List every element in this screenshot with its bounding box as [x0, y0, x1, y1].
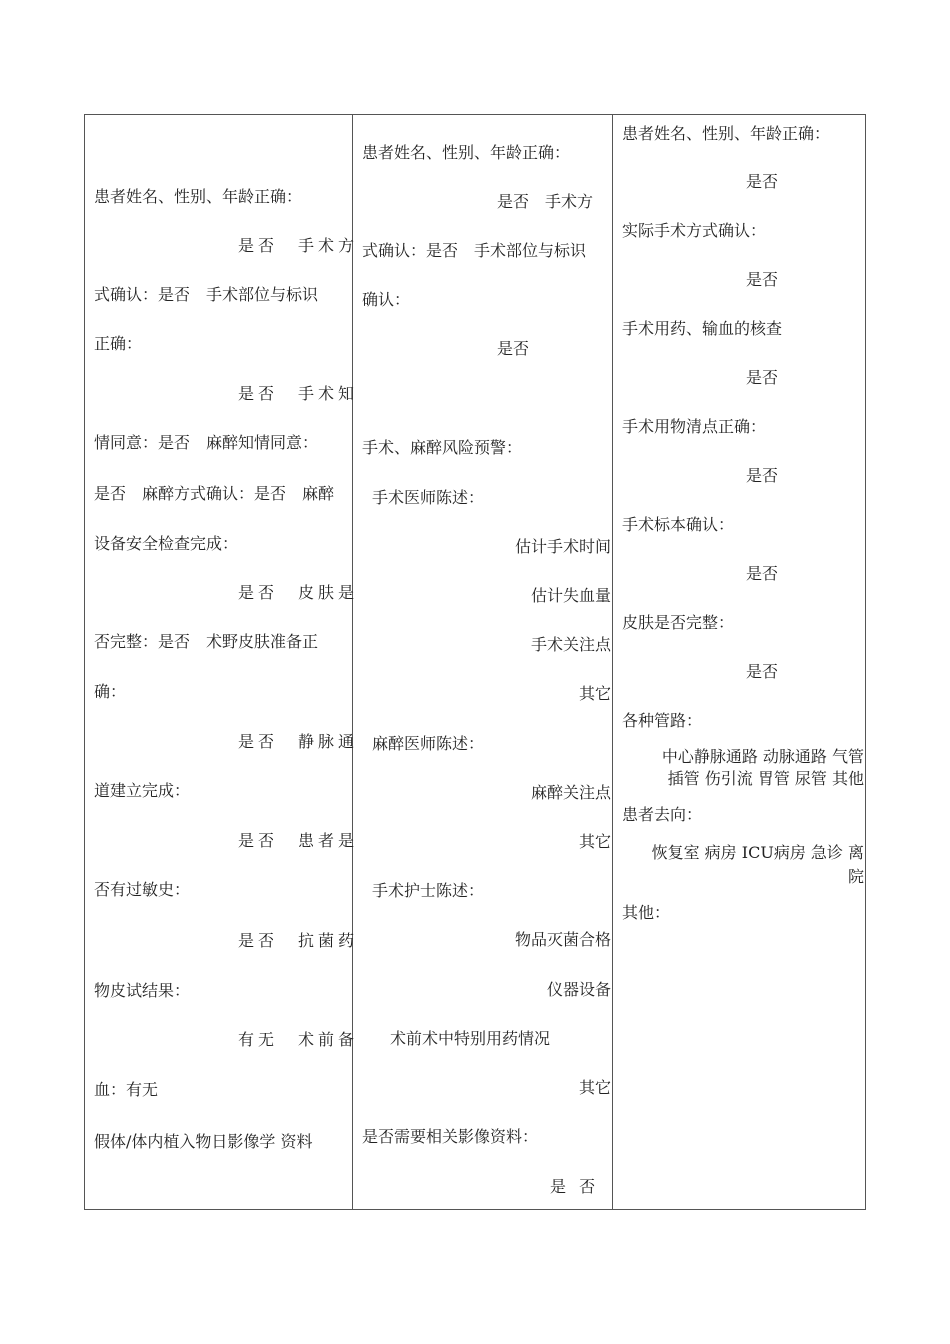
column-divider	[612, 114, 613, 1210]
col2-line: 手术关注点	[530, 635, 611, 654]
col1-line: 物皮试结果：	[94, 981, 191, 1000]
col1-line: 是否 麻醉方式确认：是否 麻醉	[94, 484, 335, 503]
col2-line: 物品灭菌合格	[514, 930, 611, 949]
col1-line: 是否 手术方	[238, 236, 359, 255]
col2-line: 是否需要相关影像资料：	[362, 1127, 539, 1146]
col3-line: 恢复室 病房 ICU病房 急诊 离	[651, 843, 864, 862]
col2-line: 是 否	[550, 1177, 600, 1196]
col2-line: 手术护士陈述：	[372, 881, 485, 900]
col2-line: 手术、麻醉风险预警：	[362, 438, 523, 457]
col3-line: 手术用药、输血的核查	[622, 319, 783, 338]
col2-line: 其它	[578, 832, 611, 851]
col3-line: 是否	[746, 172, 779, 191]
col2-line: 估计失血量	[530, 586, 611, 605]
col2-line: 仪器设备	[546, 980, 611, 999]
col3-line: 是否	[746, 368, 779, 387]
col1-line: 情同意：是否 麻醉知情同意：	[94, 433, 319, 452]
col1-line: 道建立完成：	[94, 781, 191, 800]
col3-line: 手术标本确认：	[622, 515, 735, 534]
col2-line: 患者姓名、性别、年龄正确：	[362, 143, 571, 162]
col3-line: 患者姓名、性别、年龄正确：	[622, 124, 831, 143]
col3-line: 实际手术方式确认：	[622, 221, 767, 240]
col2-line: 是否 手术方	[497, 192, 594, 211]
col3-line: 是否	[746, 662, 779, 681]
col2-line: 麻醉关注点	[530, 783, 611, 802]
col3-line: 中心静脉通路 动脉通路 气管	[661, 747, 864, 766]
col1-line: 有无 术前备	[238, 1030, 359, 1049]
col3-line: 皮肤是否完整：	[622, 613, 735, 632]
col1-line: 是否 静脉通	[238, 732, 359, 751]
col1-line: 否有过敏史：	[94, 880, 191, 899]
col3-line: 手术用物清点正确：	[622, 417, 767, 436]
col1-line: 式确认：是否 手术部位与标识	[94, 285, 319, 304]
col1-line: 血：有无	[94, 1080, 159, 1099]
col1-line: 患者姓名、性别、年龄正确：	[94, 187, 303, 206]
col2-line: 术前术中特别用药情况	[390, 1029, 551, 1048]
col1-line: 是否 患者是	[238, 831, 359, 850]
col1-line: 是否 皮肤是	[238, 583, 359, 602]
col3-line: 是否	[746, 466, 779, 485]
col3-line: 患者去向：	[622, 805, 703, 824]
col1-line: 假体/体内植入物日影像学 资料	[94, 1132, 313, 1151]
col3-line: 各种管路：	[622, 711, 703, 730]
col3-line: 是否	[746, 270, 779, 289]
col3-line: 其他：	[622, 903, 671, 922]
col3-line: 是否	[746, 564, 779, 583]
col2-line: 是否	[497, 339, 530, 358]
col1-line: 设备安全检查完成：	[94, 534, 239, 553]
col1-line: 是否 抗菌药	[238, 931, 359, 950]
col1-line: 否完整：是否 术野皮肤准备正	[94, 632, 319, 651]
col2-line: 式确认：是否 手术部位与标识	[362, 241, 587, 260]
col2-line: 估计手术时间	[514, 537, 611, 556]
col3-line: 院	[847, 867, 864, 886]
col1-line: 确：	[94, 682, 127, 701]
col2-line: 麻醉医师陈述：	[372, 734, 485, 753]
col2-line: 确认：	[362, 290, 411, 309]
col2-line: 其它	[578, 1078, 611, 1097]
col3-line: 插管 伤引流 胃管 尿管 其他	[667, 769, 864, 788]
col1-line: 是否 手术知	[238, 384, 359, 403]
col2-line: 其它	[578, 684, 611, 703]
col2-line: 手术医师陈述：	[372, 488, 485, 507]
col1-line: 正确：	[94, 334, 143, 353]
